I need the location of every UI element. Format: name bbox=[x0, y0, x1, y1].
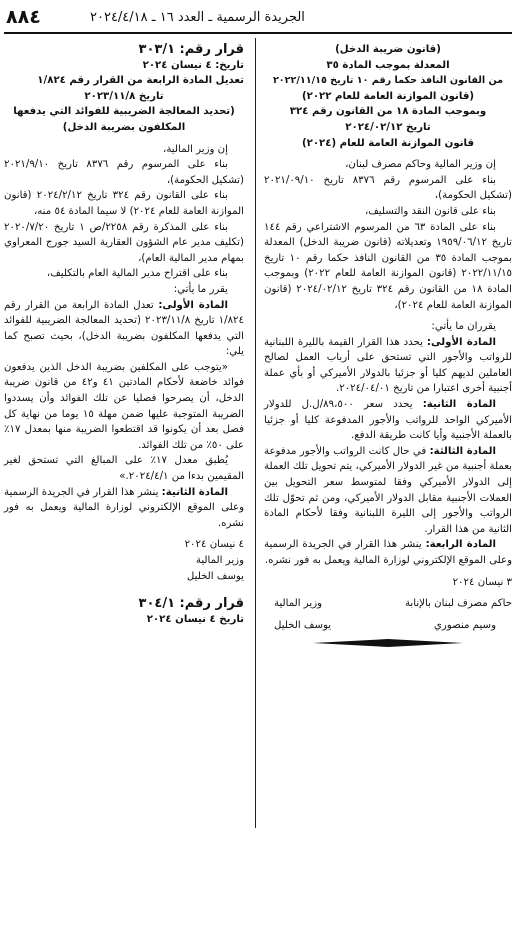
header-rule bbox=[4, 32, 512, 34]
signer-title: حاكم مصرف لبنان بالإنابة bbox=[404, 598, 512, 610]
right-column bbox=[264, 42, 512, 647]
signer-name: يوسف الخليل bbox=[186, 570, 244, 582]
decide-line: يقرر ما يأتي: bbox=[173, 283, 228, 295]
article-1 bbox=[4, 298, 244, 360]
intro-paragraph: بناء على اقتراح مدير المالية العام بالتكليف، bbox=[46, 268, 228, 280]
article-text: ينشر هذا القرار في الجريدة الرسمية وعلى الموقع الإلكتروني لوزارة المالية ويعمل به فور نشره. bbox=[264, 539, 512, 566]
issue-date: ٤ نيسان ٢٠٢٤ bbox=[184, 539, 244, 551]
article-4 bbox=[264, 537, 512, 568]
section-end-ornament bbox=[313, 639, 463, 647]
article-3 bbox=[264, 444, 512, 538]
law-heading-line: (قانون الموازنة العامة للعام ٢٠٢٢) bbox=[301, 90, 475, 102]
column-separator bbox=[255, 38, 256, 828]
article-2 bbox=[264, 397, 512, 444]
signer-title: وزير المالية bbox=[274, 598, 323, 610]
intro-paragraph: إن وزير المالية وحاكم مصرف لبنان، bbox=[345, 159, 496, 171]
article-text: يحدد سعر ٨٩،٥٠٠/ل.ل للدولار الأميركي الواحد للرواتب والأجور المدفوعة كليا أو جزئيا بالعملة الأجنبية وأيا كانت طريقة الدفع. bbox=[264, 399, 512, 442]
law-heading-line: من القانون النافذ حكما رقم ١٠ تاريخ ٢٠٢٢/١١/١٥ bbox=[272, 75, 504, 87]
article-label: المادة الأولى: bbox=[158, 299, 228, 311]
issue-date: ٣ نيسان ٢٠٢٤ bbox=[452, 576, 512, 588]
article-text: تعدل المادة الرابعة من القرار رقم ١/٨٢٤ تاريخ ٢٠٢٣/١١/٨ (تحديد المعالجة الضريبية للفوائد التي يدفعها المكلفون بضريبة الدخل)، بحيث تصبح كما يلي: bbox=[4, 299, 244, 358]
intro-paragraph: إن وزير المالية، bbox=[163, 143, 228, 155]
decision-subject: تعديل المادة الرابعة من القرار رقم ١/٨٢٤ bbox=[37, 75, 244, 87]
next-decision-date: تاريخ ٤ نيسان ٢٠٢٤ bbox=[146, 613, 244, 625]
article-label: المادة الرابعة: bbox=[425, 539, 496, 551]
signer-name: يوسف الخليل bbox=[274, 619, 332, 631]
article-text: يحدد هذا القرار القيمة بالليرة اللبنانية للرواتب والأجور التي تستحق على أرباب العمل لصالح العاملين لديهم كليا أو جزئيا بالدولار الأميركي أو بأي عملة أجنبية أخرى اعتبارا من تاريخ ٢٠٢٤/٠٤/٠١. bbox=[264, 336, 512, 395]
law-heading-line: (قانون ضريبة الدخل) bbox=[335, 44, 441, 55]
article-label: المادة الثالثة: bbox=[429, 445, 496, 457]
law-heading-line: وبموجب المادة ١٨ من القانون رقم ٣٢٤ bbox=[289, 106, 487, 118]
quoted-text: «يتوجب على المكلفين بضريبة الدخل الذين يدفعون فوائد خاضعة لأحكام المادتين ٤١ و٤٢ من قانون ضريبة الدخل، أن يصرحوا فصليا عن تلك الفوائد وأن يسددوا الضريبة المتوجبة عليها ضمن مهلة ١٥ يوما من نهاية كل فصل بعد أن يكونوا قد اقتطعوا الضريبة منها بمعدل ١٧٪ على ٥٠٪ من تلك الفوائد. bbox=[4, 361, 244, 451]
page-header bbox=[0, 0, 516, 32]
law-heading-line: المعدلة بموجب المادة ٣٥ bbox=[326, 59, 450, 71]
signer-name: وسيم منصوري bbox=[433, 619, 496, 631]
law-heading-line: تاريخ ٢٠٢٤/٠٢/١٢ bbox=[345, 121, 431, 133]
intro-paragraph: بناء على قانون النقد والتسليف، bbox=[364, 205, 496, 217]
intro-paragraph: بناء على المذكرة رقم ٢٢٥٨/ص ١ تاريخ ٢٠٢٠/٧/٢٠ (تكليف مدير عام الشؤون العقارية السيد جورج المعراوي بمهام مدير المالية العام)، bbox=[4, 221, 244, 264]
next-decision-number: قرار رقم: ٣٠٤/١ bbox=[138, 596, 244, 612]
intro-paragraph: بناء على المادة ٦٣ من المرسوم الاشتراعي رقم ١٤٤ تاريخ ١٩٥٩/٠٦/١٢ وتعديلاته (قانون ضريبة الدخل) المعدلة بموجب المادة ٣٥ من القانون النافذ حكما رقم ١٠ تاريخ ٢٠٢٢/١١/١٥ (قانون الموازنة العامة للعام ٢٠٢٢) وبموجب المادة ١٨ من القانون رقم ٣٢٤ تاريخ ٢٠٢٤/٠٢/١٢ (قانون الموازنة العامة للعام ٢٠٢٤)، bbox=[264, 221, 513, 311]
decision-number: قرار رقم: ٣٠٣/١ bbox=[138, 42, 244, 57]
gazette-title: الجريدة الرسمية ـ العدد ١٦ ـ ٢٠٢٤/٤/١٨ bbox=[90, 10, 305, 25]
signature-names bbox=[264, 618, 512, 634]
law-heading-line: قانون الموازنة العامة للعام (٢٠٢٤) bbox=[301, 137, 475, 149]
signature-titles bbox=[264, 596, 512, 612]
intro-paragraph: بناء على القانون رقم ٣٢٤ تاريخ ٢٠٢٤/٢/١٢ (قانون الموازنة العامة للعام ٢٠٢٤) لا سيما المادة ٥٤ منه، bbox=[4, 190, 244, 217]
quoted-text: يُطبق معدل ١٧٪ على المبالغ التي تستحق لغير المقيمين بدءا من ٢٠٢٤/٤/١.» bbox=[4, 455, 244, 483]
article-1 bbox=[264, 335, 512, 397]
decide-line: يقرران ما يأتي: bbox=[431, 321, 496, 333]
article-label: المادة الثانية: bbox=[161, 486, 228, 498]
article-text: ينشر هذا القرار في الجريدة الرسمية وعلى الموقع الإلكتروني لوزارة المالية ويعمل به فور نشره. bbox=[4, 486, 244, 529]
signer-title: وزير المالية bbox=[195, 555, 244, 566]
intro-paragraph: بناء على المرسوم رقم ٨٣٧٦ تاريخ ٢٠٢١/٩/١٠ (تشكيل الحكومة)، bbox=[4, 159, 244, 186]
decision-subject: تاريخ ٢٠٢٣/١١/٨ bbox=[84, 90, 164, 102]
page-number: ٨٨٤ bbox=[6, 6, 41, 28]
article-label: المادة الأولى: bbox=[426, 336, 496, 348]
article-2 bbox=[4, 485, 244, 532]
article-label: المادة الثانية: bbox=[422, 399, 496, 411]
decision-date: تاريخ: ٤ نيسان ٢٠٢٤ bbox=[142, 59, 244, 71]
decision-subject: (تحديد المعالجة الضريبية للفوائد التي يدفعها المكلفون بضريبة الدخل) bbox=[13, 106, 235, 133]
left-column bbox=[4, 42, 244, 627]
intro-paragraph: بناء على المرسوم رقم ٨٣٧٦ تاريخ ٢٠٢١/٠٩/١٠ (تشكيل الحكومة)، bbox=[264, 174, 512, 202]
article-text: في حال كانت الرواتب والأجور مدفوعة بعملة أجنبية من غير الدولار الأميركي، يتم تحويل تلك العملة إلى الدولار الأميركي وفقا لمتوسط سعر التحويل بين العملات الأجنبية مقابل الدولار الأميركي، ومن ثم تحوّل تلك الرواتب والأجور إلى الليرة اللبنانية وفقا لأحكام المادة الثانية من هذا القرار. bbox=[264, 445, 512, 535]
